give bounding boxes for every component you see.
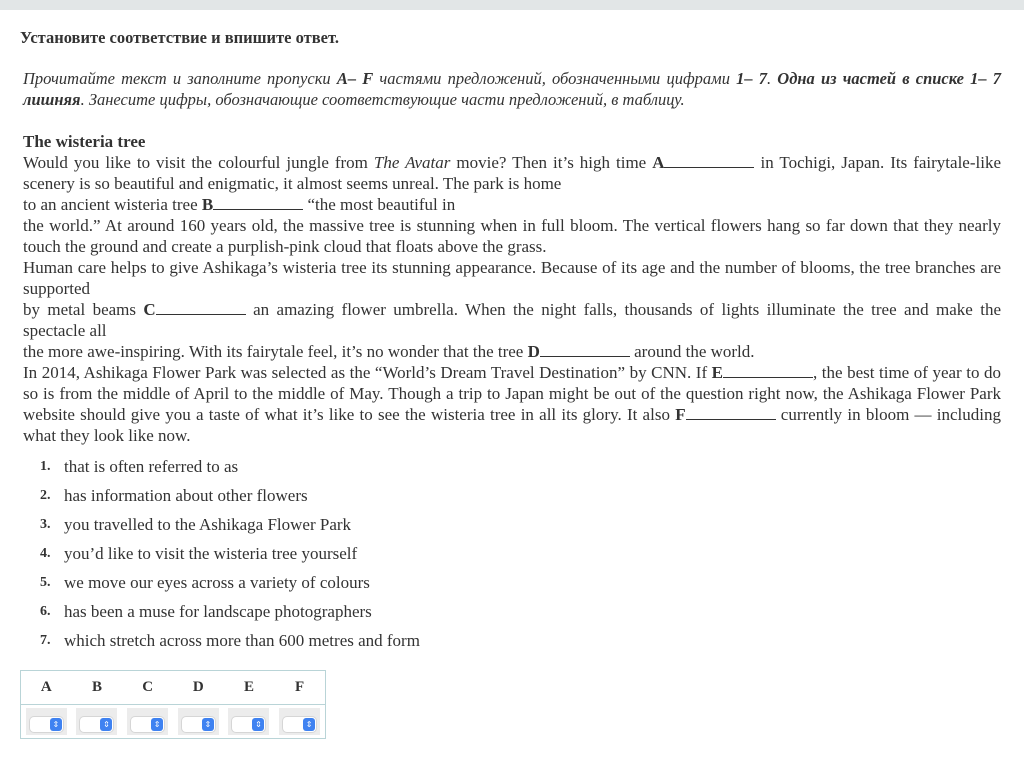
option-text: which stretch across more than 600 metres and form — [64, 631, 420, 650]
instructions-text: . — [767, 69, 778, 88]
column-header-c: C — [122, 671, 173, 705]
answer-select-f[interactable] — [283, 717, 316, 732]
option-item — [40, 602, 420, 631]
gap-c: C — [143, 300, 245, 319]
instructions — [23, 68, 1001, 110]
passage-paragraph — [23, 194, 1001, 215]
passage-paragraph: the world.” At around 160 years old, the massive tree is stunning when in full bloom. The vertical flowers hang so far down that they nearly touch the ground and create a purplish-pink cloud that floats above the grass. — [23, 216, 1001, 256]
option-number: 6. — [40, 604, 51, 619]
answer-select-d[interactable] — [182, 717, 215, 732]
option-text: has information about other flowers — [64, 486, 308, 505]
passage-text: movie? Then it’s high time — [450, 153, 653, 172]
chevron-up-down-icon: ⇕ — [100, 718, 112, 731]
option-text: you travelled to the Ashikaga Flower Park — [64, 515, 352, 534]
answer-select-c[interactable] — [131, 717, 164, 732]
passage-paragraph — [23, 341, 1001, 362]
chevron-up-down-icon: ⇕ — [252, 718, 264, 731]
option-number: 5. — [40, 575, 51, 590]
option-text: that is often referred to as — [64, 457, 239, 476]
column-header-e: E — [224, 671, 275, 705]
chevron-up-down-icon: ⇕ — [303, 718, 315, 731]
column-header-b: B — [72, 671, 123, 705]
option-item — [40, 486, 420, 515]
passage-paragraph — [23, 299, 1001, 341]
passage-paragraph — [23, 362, 1001, 446]
passage-text: currently in bloom — including what they look like now. — [23, 405, 1001, 445]
passage-text: In 2014, Ashikaga Flower Park was selected as the “World’s Dream Travel Destination” by CNN. If — [23, 363, 712, 382]
chevron-up-down-icon: ⇕ — [151, 718, 163, 731]
gap-e: E — [712, 363, 813, 382]
option-number: 7. — [40, 633, 51, 648]
instructions-extra-note: Одна из частей в списке 1– 7 лишняя — [23, 69, 1002, 109]
options-list — [40, 457, 420, 660]
column-header-a: A — [21, 671, 72, 705]
column-header-d: D — [173, 671, 224, 705]
option-item — [40, 515, 420, 544]
movie-title: The Avatar — [373, 153, 451, 172]
answer-select-a[interactable] — [30, 717, 63, 732]
answer-select-e[interactable] — [232, 717, 265, 732]
answer-row — [21, 705, 326, 739]
option-text: we move our eyes across a variety of colours — [64, 573, 370, 592]
answer-select-b[interactable] — [80, 717, 113, 732]
chevron-up-down-icon: ⇕ — [50, 718, 62, 731]
passage-paragraph: Human care helps to give Ashikaga’s wisteria tree its stunning appearance. Because of its age and the number of blooms, the tree branches are supported — [23, 258, 1001, 298]
top-bar — [0, 0, 1024, 10]
gap-a: A — [652, 153, 754, 172]
chevron-up-down-icon: ⇕ — [202, 718, 214, 731]
passage-text: the more awe-inspiring. With its fairytale feel, it’s no wonder that the tree — [23, 342, 528, 361]
option-number: 2. — [40, 488, 51, 503]
passage-text: in Tochigi, Japan. Its fairytale-like scenery is so beautiful and enigmatic, it almost seems unreal. The park is home — [23, 153, 1001, 193]
option-number: 3. — [40, 517, 51, 532]
instructions-text: частями предложений, обозначенными цифрами — [373, 69, 737, 88]
gap-f: F — [675, 405, 775, 424]
passage-title: The wisteria tree — [23, 132, 146, 151]
passage-text: around the world. — [629, 342, 755, 361]
option-text: you’d like to visit the wisteria tree yourself — [64, 544, 358, 563]
column-header-f: F — [274, 671, 325, 705]
instructions-range-letters: A– F — [336, 69, 374, 88]
passage-text: Would you like to visit the colourful jungle from — [23, 153, 374, 172]
gap-d: D — [528, 342, 630, 361]
option-number: 1. — [40, 459, 51, 474]
passage-text: to an ancient wisteria tree — [23, 195, 202, 214]
passage-text: by metal beams — [23, 300, 144, 319]
option-number: 4. — [40, 546, 51, 561]
passage-text: , the best time of year to do so is from the middle of April to the middle of May. Though a trip to Japan might be out of the question right now, the Ashikaga Flower Park website should give you a taste of what it’s like to see the wisteria tree in all its glory. It also — [23, 363, 1001, 424]
option-item — [40, 631, 420, 660]
answer-table-header — [21, 671, 326, 705]
passage-paragraph — [23, 152, 1001, 194]
instructions-text: Прочитайте текст и заполните пропуски — [23, 69, 337, 88]
reading-passage — [23, 131, 1001, 446]
instructions-range-numbers: 1– 7 — [736, 69, 768, 88]
instructions-text: . Занесите цифры, обозначающие соответствующие части предложений, в таблицу. — [80, 90, 685, 109]
task-title: Установите соответствие и впишите ответ. — [20, 28, 339, 47]
passage-text: an amazing flower umbrella. When the night falls, thousands of lights illuminate the tree and make the spectacle all — [23, 300, 1001, 340]
passage-text: “the most beautiful in — [303, 195, 456, 214]
gap-b: B — [202, 195, 303, 214]
answer-table — [20, 670, 326, 739]
option-item — [40, 544, 420, 573]
option-item — [40, 573, 420, 602]
option-text: has been a muse for landscape photographers — [64, 602, 372, 621]
option-item — [40, 457, 420, 486]
